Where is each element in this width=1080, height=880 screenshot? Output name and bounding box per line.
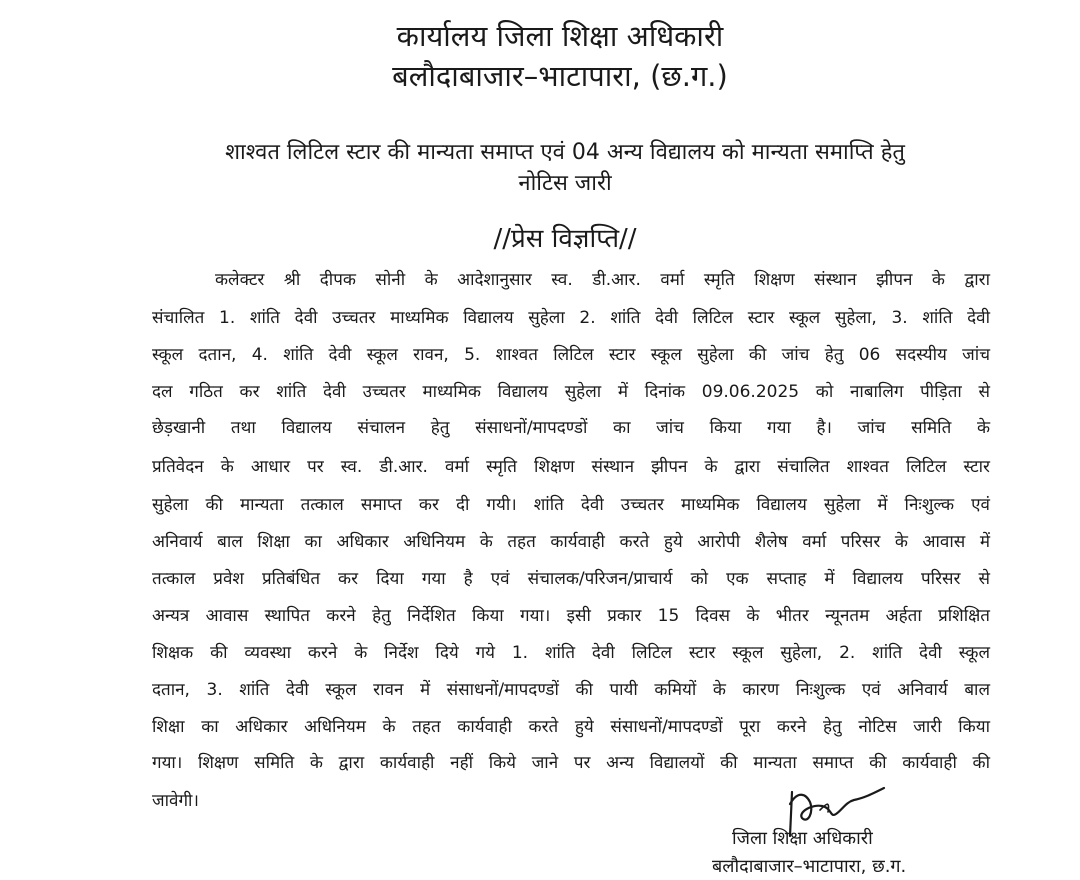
body-line: शिक्षक की व्यवस्था करने के निर्देश दिये गये 1. शांति देवी लिटिल स्टार स्कूल सुहेला, 2. शांति देवी स्कूल bbox=[152, 643, 990, 663]
body-line: कलेक्टर श्री दीपक सोनी के आदेशानुसार स्व. डी.आर. वर्मा स्मृति शिक्षण संस्थान झीपन के द्वारा bbox=[215, 270, 990, 290]
body-line: जावेगी। bbox=[152, 791, 199, 811]
subject-line-1: शाश्वत लिटिल स्टार की मान्यता समाप्त एवं 04 अन्य विद्यालय को मान्यता समाप्ति हेतु bbox=[225, 140, 905, 165]
body-line: अन्यत्र आवास स्थापित करने हेतु निर्देशित किया गया। इसी प्रकार 15 दिवस के भीतर न्यूनतम अर्हता प्रशिक्षित bbox=[152, 606, 990, 626]
office-location: बलौदाबाजार–भाटापारा, (छ.ग.) bbox=[392, 59, 728, 93]
body-line: छेड़खानी तथा विद्यालय संचालन हेतु संसाधनों/मापदण्डों का जांच किया गया है। जांच समिति के bbox=[152, 418, 990, 438]
body-line: दल गठित कर शांति देवी उच्चतर माध्यमिक विद्यालय सुहेला में दिनांक 09.06.2025 को नाबालिग पीड़िता से bbox=[152, 382, 990, 402]
signatory-title: जिला शिक्षा अधिकारी bbox=[732, 828, 873, 849]
body-line: गया। शिक्षण समिति के द्वारा कार्यवाही नहीं किये जाने पर अन्य विद्यालयों की मान्यता समाप्त की कार्यवाही की bbox=[152, 753, 990, 773]
body-line: तत्काल प्रवेश प्रतिबंधित कर दिया गया है एवं संचालक/परिजन/प्राचार्य को एक सप्ताह में विद्यालय परिसर से bbox=[152, 569, 990, 589]
body-line: अनिवार्य बाल शिक्षा का अधिकार अधिनियम के तहत कार्यवाही करते हुये आरोपी शैलेष वर्मा परिसर के आवास में bbox=[152, 532, 990, 552]
office-title: कार्यालय जिला शिक्षा अधिकारी bbox=[396, 19, 724, 53]
signatory-place: बलौदाबाजार–भाटापारा, छ.ग. bbox=[712, 856, 907, 877]
body-line: संचालित 1. शांति देवी उच्चतर माध्यमिक विद्यालय सुहेला 2. शांति देवी लिटिल स्टार स्कूल सुहेला, 3. शांति देवी bbox=[152, 308, 990, 328]
press-release-heading: //प्रेस विज्ञप्ति// bbox=[493, 224, 637, 254]
body-line: शिक्षा का अधिकार अधिनियम के तहत कार्यवाही करते हुये संसाधनों/मापदण्डों पूरा करने हेतु नोटिस जारी किया bbox=[152, 717, 990, 737]
body-line: स्कूल दतान, 4. शांति देवी स्कूल रावन, 5. शाश्वत लिटिल स्टार स्कूल सुहेला की जांच हेतु 06 सदस्यीय जांच bbox=[152, 345, 990, 365]
body-line: सुहेला की मान्यता तत्काल समाप्त कर दी गयी। शांति देवी उच्चतर माध्यमिक विद्यालय सुहेला में निःशुल्क एवं bbox=[152, 495, 990, 515]
body-line: प्रतिवेदन के आधार पर स्व. डी.आर. वर्मा स्मृति शिक्षण संस्थान झीपन के द्वारा संचालित शाश्वत लिटिल स्टार bbox=[152, 457, 990, 477]
subject-line-2: नोटिस जारी bbox=[518, 171, 612, 196]
body-line: दतान, 3. शांति देवी स्कूल रावन में संसाधनों/मापदण्डों की पायी कमियों के कारण निःशुल्क एवं अनिवार्य बाल bbox=[152, 680, 990, 700]
